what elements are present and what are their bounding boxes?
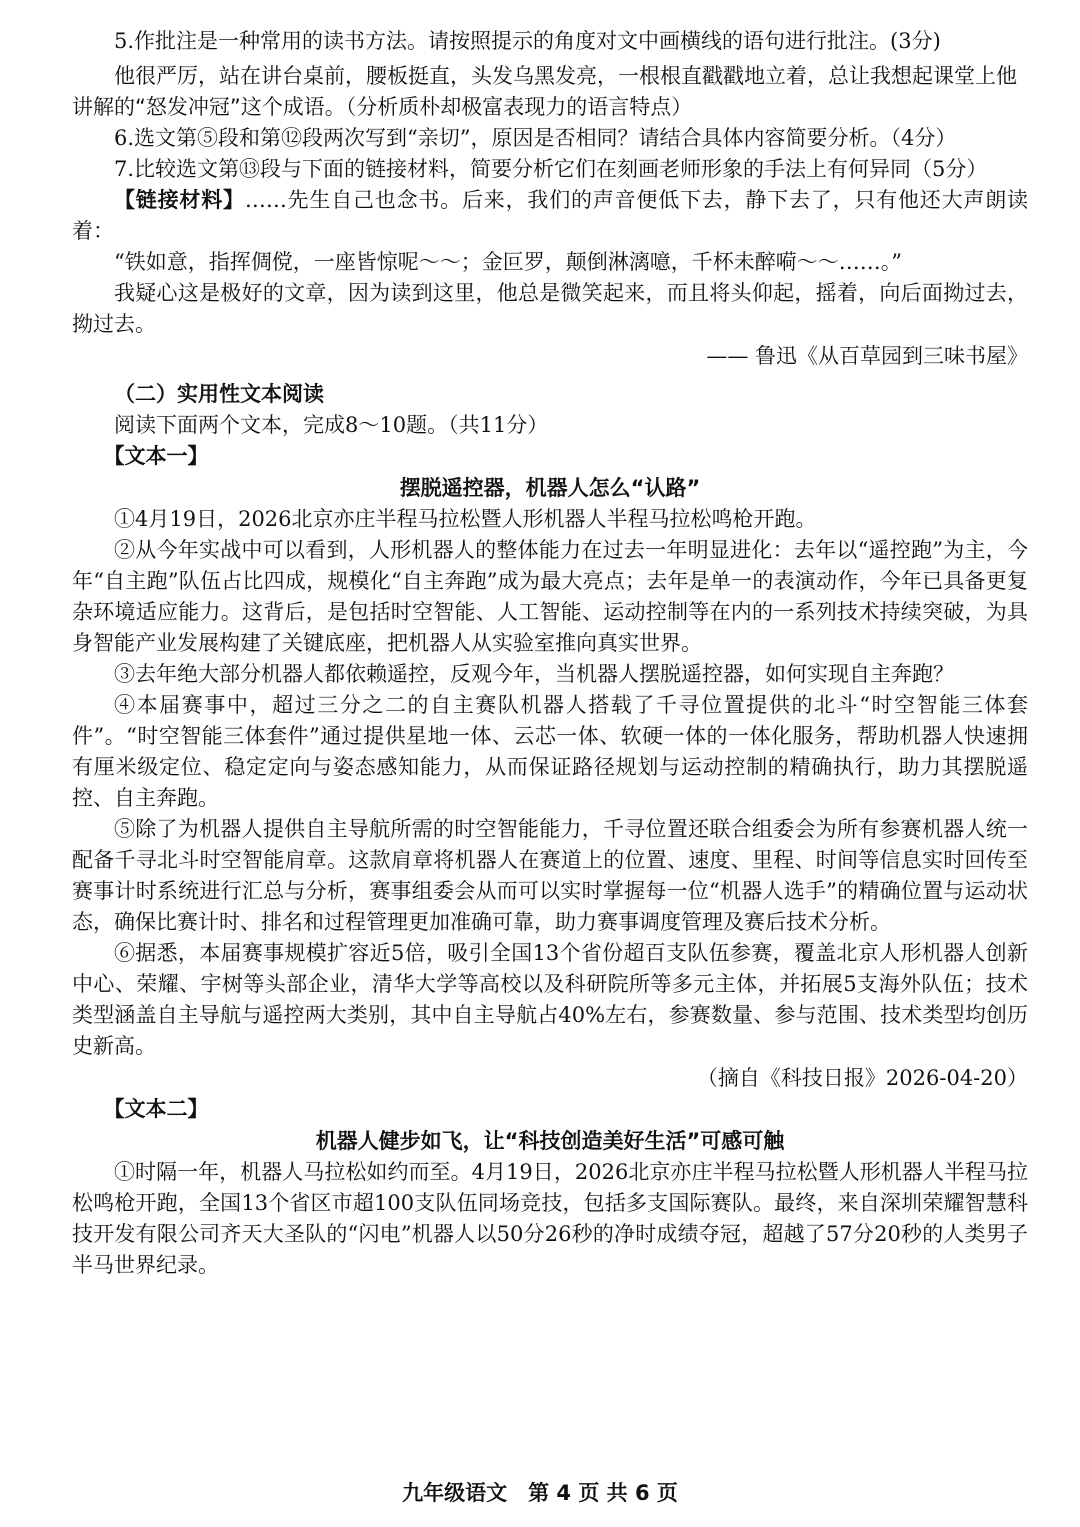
text1-paragraph-5: ⑤除了为机器人提供自主导航所需的时空智能能力，千寻位置还联合组委会为所有参赛机器人统一配备千寻北斗时空智能肩章。这款肩章将机器人在赛道上的位置、速度、里程、时间等信息实时回传至赛事计时系统进行汇总与分析，赛事组委会从而可以实时掌握每一位“机器人选手”的精确位置与运动状态，确保比赛计时、排名和过程管理更加准确可靠，助力赛事调度管理及赛后技术分析。 [72, 817, 1028, 934]
exam-page [72, 26, 1028, 1281]
link-material-text3: 我疑心这是极好的文章，因为读到这里，他总是微笑起来，而且将头仰起，摇着，向后面拗过去，拗过去。 [72, 281, 1028, 336]
page-footer: 九年级语文 第 4 页 共 6 页 [402, 1481, 678, 1505]
question-6: 6.选文第⑤段和第⑫段两次写到“亲切”，原因是否相同？请结合具体内容简要分析。（4分） [114, 126, 957, 150]
text2-label: 【文本二】 [103, 1097, 209, 1121]
question-5-quote: 他很严厉，站在讲台桌前，腰板挺直，头发乌黑发亮，一根根直戳戳地立着，总让我想起课堂上他讲解的“怒发冲冠”这个成语。（分析质朴却极富表现力的语言特点） [72, 64, 1017, 119]
text1-paragraph-3: ③去年绝大部分机器人都依赖遥控，反观今年，当机器人摆脱遥控器，如何实现自主奔跑？ [114, 662, 954, 686]
link-material-label: 【链接材料】 [114, 188, 245, 212]
question-7: 7.比较选文第⑬段与下面的链接材料，简要分析它们在刻画老师形象的手法上有何异同（5分） [114, 157, 988, 181]
text2-paragraph-1: ①时隔一年，机器人马拉松如约而至。4月19日，2026北京亦庄半程马拉松暨人形机器人半程马拉松鸣枪开跑，全国13个省区市超100支队伍同场竞技，包括多支国际赛队。最终，来自深圳荣耀智慧科技开发有限公司齐天大圣队的“闪电”机器人以50分26秒的净时成绩夺冠，超越了57分20秒的人类男子半马世界纪录。 [72, 1160, 1028, 1277]
question-5: 5.作批注是一种常用的读书方法。请按照提示的角度对文中画横线的语句进行批注。(3分) [114, 29, 941, 53]
text1-title: 摆脱遥控器，机器人怎么“认路” [399, 476, 701, 500]
link-material-verse: “铁如意，指挥倜傥，一座皆惊呢～～；金叵罗，颠倒淋漓噫，千杯未醉嗬～～……。” [114, 250, 902, 274]
text1-label: 【文本一】 [103, 444, 209, 468]
text1-paragraph-6: ⑥据悉，本届赛事规模扩容近5倍，吸引全国13个省份超百支队伍参赛，覆盖北京人形机器人创新中心、荣耀、宇树等头部企业，清华大学等高校以及科研院所等多元主体，并拓展5支海外队伍；技术类型涵盖自主导航与遥控两大类别，其中自主导航占40%左右，参赛数量、参与范围、技术类型均创历史新高。 [72, 941, 1028, 1058]
link-material-text1: ……先生自己也念书。后来，我们的声音便低下去，静下去了，只有他还大声朗读着： [72, 188, 1029, 243]
text1-paragraph-4: ④本届赛事中，超过三分之二的自主赛队机器人搭载了千寻位置提供的北斗“时空智能三体套件”。“时空智能三体套件”通过提供星地一体、云芯一体、软硬一体的一体化服务，帮助机器人快速拥有厘米级定位、稳定定向与姿态感知能力，从而保证路径规划与运动控制的精确执行，助力其摆脱遥控、自主奔跑。 [72, 693, 1028, 810]
text1-source: （摘自《科技日报》2026-04-20） [696, 1066, 1028, 1090]
text1-paragraph-2: ②从今年实战中可以看到，人形机器人的整体能力在过去一年明显进化：去年以“遥控跑”为主，今年“自主跑”队伍占比四成，规模化“自主奔跑”成为最大亮点；去年是单一的表演动作，今年已具备更复杂环境适应能力。这背后，是包括时空智能、人工智能、运动控制等在内的一系列技术持续突破，为具身智能产业发展构建了关键底座，把机器人从实验室推向真实世界。 [72, 538, 1028, 655]
text1-paragraph-1: ①4月19日，2026北京亦庄半程马拉松暨人形机器人半程马拉松鸣枪开跑。 [114, 507, 817, 531]
section2-instruction: 阅读下面两个文本，完成8～10题。（共11分） [114, 413, 549, 437]
section2-heading: （二）实用性文本阅读 [114, 382, 324, 406]
link-material-source: —— 鲁迅《从百草园到三味书屋》 [706, 344, 1028, 368]
text2-title: 机器人健步如飞，让“科技创造美好生活”可感可触 [315, 1129, 785, 1153]
link-material-paragraph [72, 185, 1028, 247]
